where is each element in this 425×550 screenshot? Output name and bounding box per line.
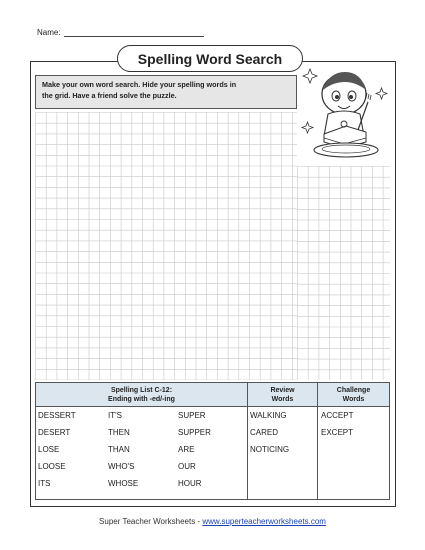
spelling-word: SUPER	[178, 411, 206, 420]
spelling-word: THAN	[108, 445, 130, 454]
challenge-header-line-2: Words	[342, 396, 365, 403]
grid-lines-extension	[297, 166, 390, 380]
word-search-grid[interactable]	[35, 112, 297, 380]
challenge-word: ACCEPT	[321, 411, 354, 420]
spelling-list-header	[36, 383, 248, 407]
grid-lines	[35, 112, 297, 380]
spelling-word: DESERT	[38, 428, 71, 437]
challenge-header-line-1: Challenge	[336, 387, 371, 394]
spelling-word: WHOSE	[108, 479, 139, 488]
spelling-word: HOUR	[178, 479, 202, 488]
spelling-word: WHO'S	[108, 462, 135, 471]
review-word: CARED	[250, 428, 279, 437]
chef-girl-illustration	[300, 64, 392, 164]
spelling-list-subtitle: Ending with -ed/-ing	[108, 396, 175, 403]
spelling-word: THEN	[108, 428, 130, 437]
spelling-word: IT'S	[108, 411, 122, 420]
column-divider	[317, 407, 318, 499]
spelling-word: ITS	[38, 479, 51, 488]
page-title: Spelling Word Search	[117, 45, 303, 72]
column-divider	[247, 407, 248, 499]
spelling-word: SUPPER	[178, 428, 211, 437]
table-header	[36, 383, 389, 407]
spelling-words-table	[35, 382, 390, 500]
challenge-words-header	[318, 383, 389, 407]
spelling-word: OUR	[178, 462, 196, 471]
word-search-grid-extension[interactable]	[297, 166, 390, 380]
review-word: NOTICING	[250, 445, 290, 454]
footer-link[interactable]: www.superteacherworksheets.com	[202, 517, 326, 526]
instructions-box	[35, 75, 297, 109]
review-words-header	[248, 383, 318, 407]
name-blank-line[interactable]	[64, 29, 204, 37]
challenge-word: EXCEPT	[321, 428, 354, 437]
review-header-line-1: Review	[270, 387, 295, 394]
name-row	[37, 28, 204, 37]
footer	[0, 517, 425, 526]
instructions-line-2: the grid. Have a friend solve the puzzle.	[42, 91, 177, 100]
footer-brand: Super Teacher Worksheets -	[99, 517, 203, 526]
spelling-word: DESSERT	[38, 411, 76, 420]
chef-girl-drawing	[300, 64, 392, 164]
spelling-word: LOOSE	[38, 462, 66, 471]
spelling-word: LOSE	[38, 445, 60, 454]
review-header-line-2: Words	[271, 396, 294, 403]
spelling-list-title: Spelling List C-12:	[110, 387, 173, 394]
instructions-line-1: Make your own word search. Hide your spelling words in	[42, 80, 237, 89]
spelling-word: ARE	[178, 445, 195, 454]
review-word: WALKING	[250, 411, 287, 420]
name-label: Name:	[37, 28, 61, 37]
